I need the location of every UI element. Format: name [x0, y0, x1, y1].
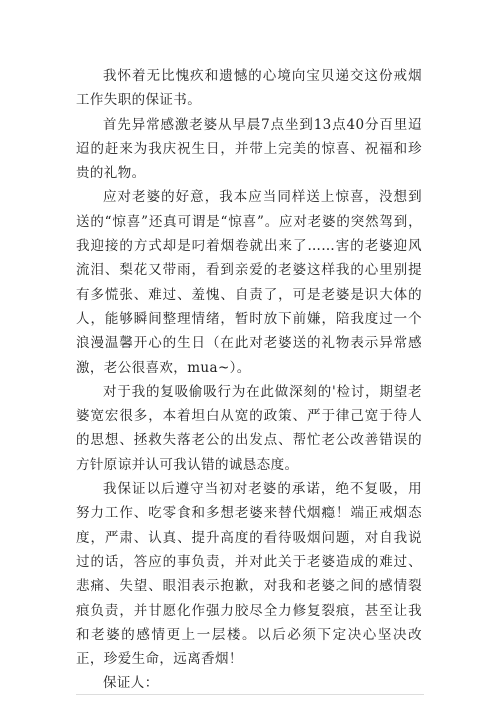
- paragraph-intro: 我怀着无比愧疚和遗憾的心境向宝贝递交这份戒烟工作失职的保证书。: [76, 68, 422, 109]
- paragraph-thanks: 首先异常感激老婆从早晨7点坐到13点40分百里迢迢的赶来为我庆祝生日，并带上完美的惊喜、祝福和珍贵的礼物。: [76, 116, 422, 182]
- paragraph-apology: 对于我的复吸偷吸行为在此做深刻的'检讨，期望老婆宽宏很多，本着坦白从宽的政策、严于律己宽于待人的思想、拯救失落老公的出发点、帮忙老公改善错误的方针原谅并认可我认错的诚恳态度。: [76, 383, 422, 473]
- paragraph-incident: 应对老婆的好意，我本应当同样送上惊喜，没想到送的“惊喜”还真可谓是“惊喜”。应对老婆的突然驾到，我迎接的方式却是叼着烟卷就出来了……害的老婆迎风流泪、梨花又带雨，看到亲爱的老婆这样我的心里别提有多慌张、难过、羞愧、自责了，可是老婆是识大体的人，能够瞬间整理情绪，暂时放下前嫌，陪我度过一个浪漫温馨开心的生日（在此对老婆送的礼物表示异常感激，老公很喜欢，mua~）。: [76, 189, 422, 376]
- guarantor-label: 保证人：: [103, 675, 159, 692]
- signature-divider: [76, 694, 424, 695]
- paragraph-promise: 我保证以后遵守当初对老婆的承诺，绝不复吸，用努力工作、吃零食和多想老婆来替代烟瘾！端正戒烟态度，严肃、认真、提升高度的看待吸烟问题，对自我说过的话，答应的事负责，并对此关于老婆造成的难过、悲痛、失望、眼泪表示抱歉，对我和老婆之间的感情裂痕负责，并甘愿化作强力胶尽全力修复裂痕，甚至让我和老婆的感情更上一层楼。以后必须下定决心坚决改正，珍爱生命，远离香烟！: [76, 481, 422, 668]
